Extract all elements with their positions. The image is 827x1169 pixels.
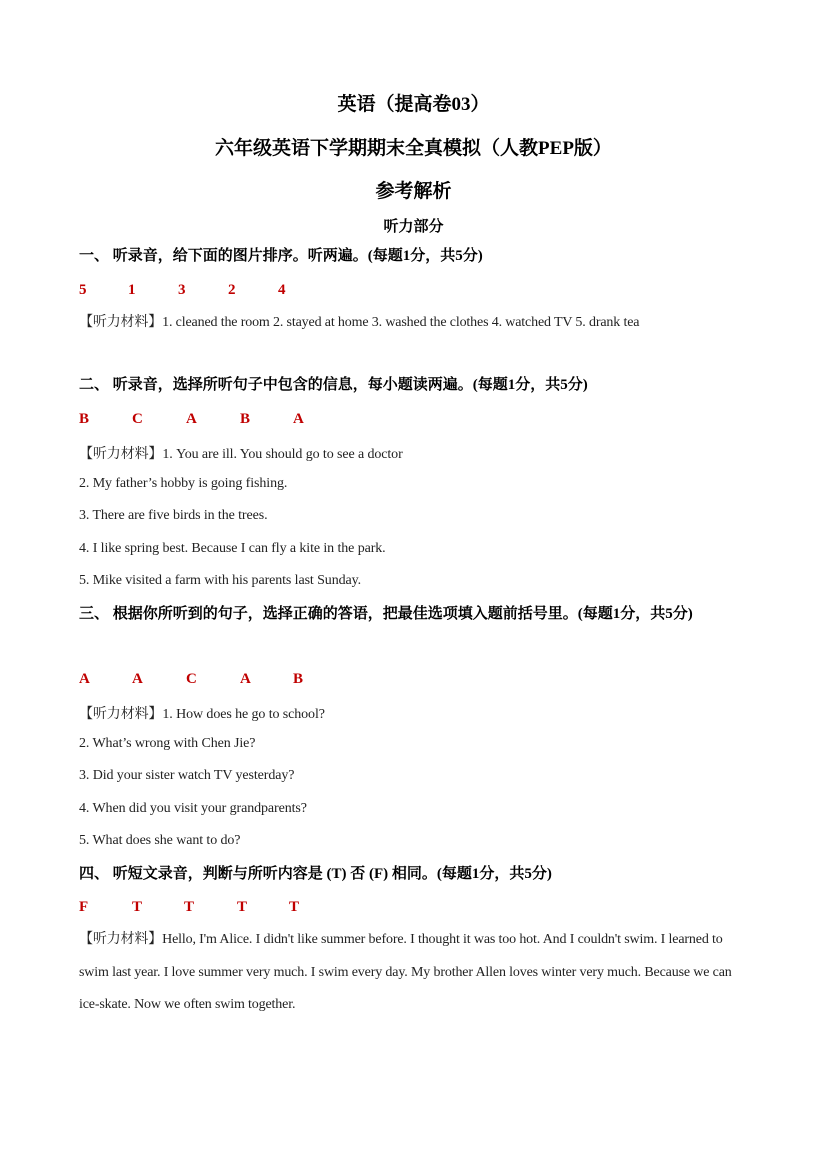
section-4-heading: 四、 听短文录音，判断与所听内容是 (T) 否 (F) 相同。(每题1分，共5分) <box>79 866 552 882</box>
answer: A <box>79 671 90 687</box>
answer: T <box>184 899 195 915</box>
answer: 5 <box>79 282 87 298</box>
section-4-material <box>79 924 751 1022</box>
section-3-line-1 <box>79 703 749 723</box>
section-2-line-4: 4. I like spring best. Because I can fly a kite in the park. <box>79 541 386 556</box>
document-subtitle: 六年级英语下学期期末全真模拟（人教PEP版） <box>215 138 612 159</box>
section-2-line-1 <box>79 443 749 463</box>
document-title: 英语（提高卷03） <box>337 94 490 115</box>
answer: A <box>132 671 143 687</box>
answer: A <box>293 411 304 427</box>
section-2-line-2: 2. My father’s hobby is going fishing. <box>79 476 288 491</box>
material-text: 1. How does he go to school? <box>162 707 325 722</box>
section-3-line-4: 4. When did you visit your grandparents? <box>79 801 307 816</box>
answer: 1 <box>128 282 136 298</box>
answer: B <box>240 411 251 427</box>
answer: T <box>132 899 143 915</box>
section-1-material <box>79 307 751 340</box>
section-2-heading: 二、 听录音，选择所听句子中包含的信息，每小题读两遍。(每题1分，共5分) <box>79 377 588 393</box>
answer: 4 <box>278 282 286 298</box>
answer: 3 <box>178 282 186 298</box>
material-tag: 【听力材料】 <box>79 707 163 722</box>
answer: C <box>186 671 197 687</box>
material-tag: 【听力材料】 <box>79 932 163 947</box>
answer: C <box>132 411 143 427</box>
material-tag: 【听力材料】 <box>79 315 163 330</box>
answer: B <box>293 671 304 687</box>
part-title: 听力部分 <box>383 219 444 235</box>
answer: 2 <box>228 282 236 298</box>
section-3-line-2: 2. What’s wrong with Chen Jie? <box>79 736 256 751</box>
answer: T <box>237 899 248 915</box>
answer: A <box>186 411 197 427</box>
material-tag: 【听力材料】 <box>79 447 163 462</box>
material-text: 1. You are ill. You should go to see a doctor <box>162 447 403 462</box>
material-text: 1. cleaned the room 2. stayed at home 3. washed the clothes 4. watched TV 5. drank tea <box>162 315 640 330</box>
answer: T <box>289 899 300 915</box>
section-title: 参考解析 <box>375 181 452 202</box>
answer: B <box>79 411 90 427</box>
answer: A <box>240 671 251 687</box>
section-2-line-3: 3. There are five birds in the trees. <box>79 508 268 523</box>
section-1-heading: 一、 听录音，给下面的图片排序。听两遍。(每题1分，共5分) <box>79 248 483 264</box>
section-3-heading: 三、 根据你所听到的句子，选择正确的答语，把最佳选项填入题前括号里。(每题1分，共5分) <box>79 606 693 622</box>
material-text: Hello, I'm Alice. I didn't like summer before. I thought it was too hot. And I couldn't swim. I learned to swim last year. I love summer very much. I swim every day. My brother Allen loves winter very much. Because we can ice-skate. Now we often swim together. <box>79 932 732 1012</box>
section-3-line-3: 3. Did your sister watch TV yesterday? <box>79 768 295 783</box>
answer: F <box>79 899 89 915</box>
section-3-line-5: 5. What does she want to do? <box>79 833 241 848</box>
section-2-line-5: 5. Mike visited a farm with his parents last Sunday. <box>79 573 362 588</box>
